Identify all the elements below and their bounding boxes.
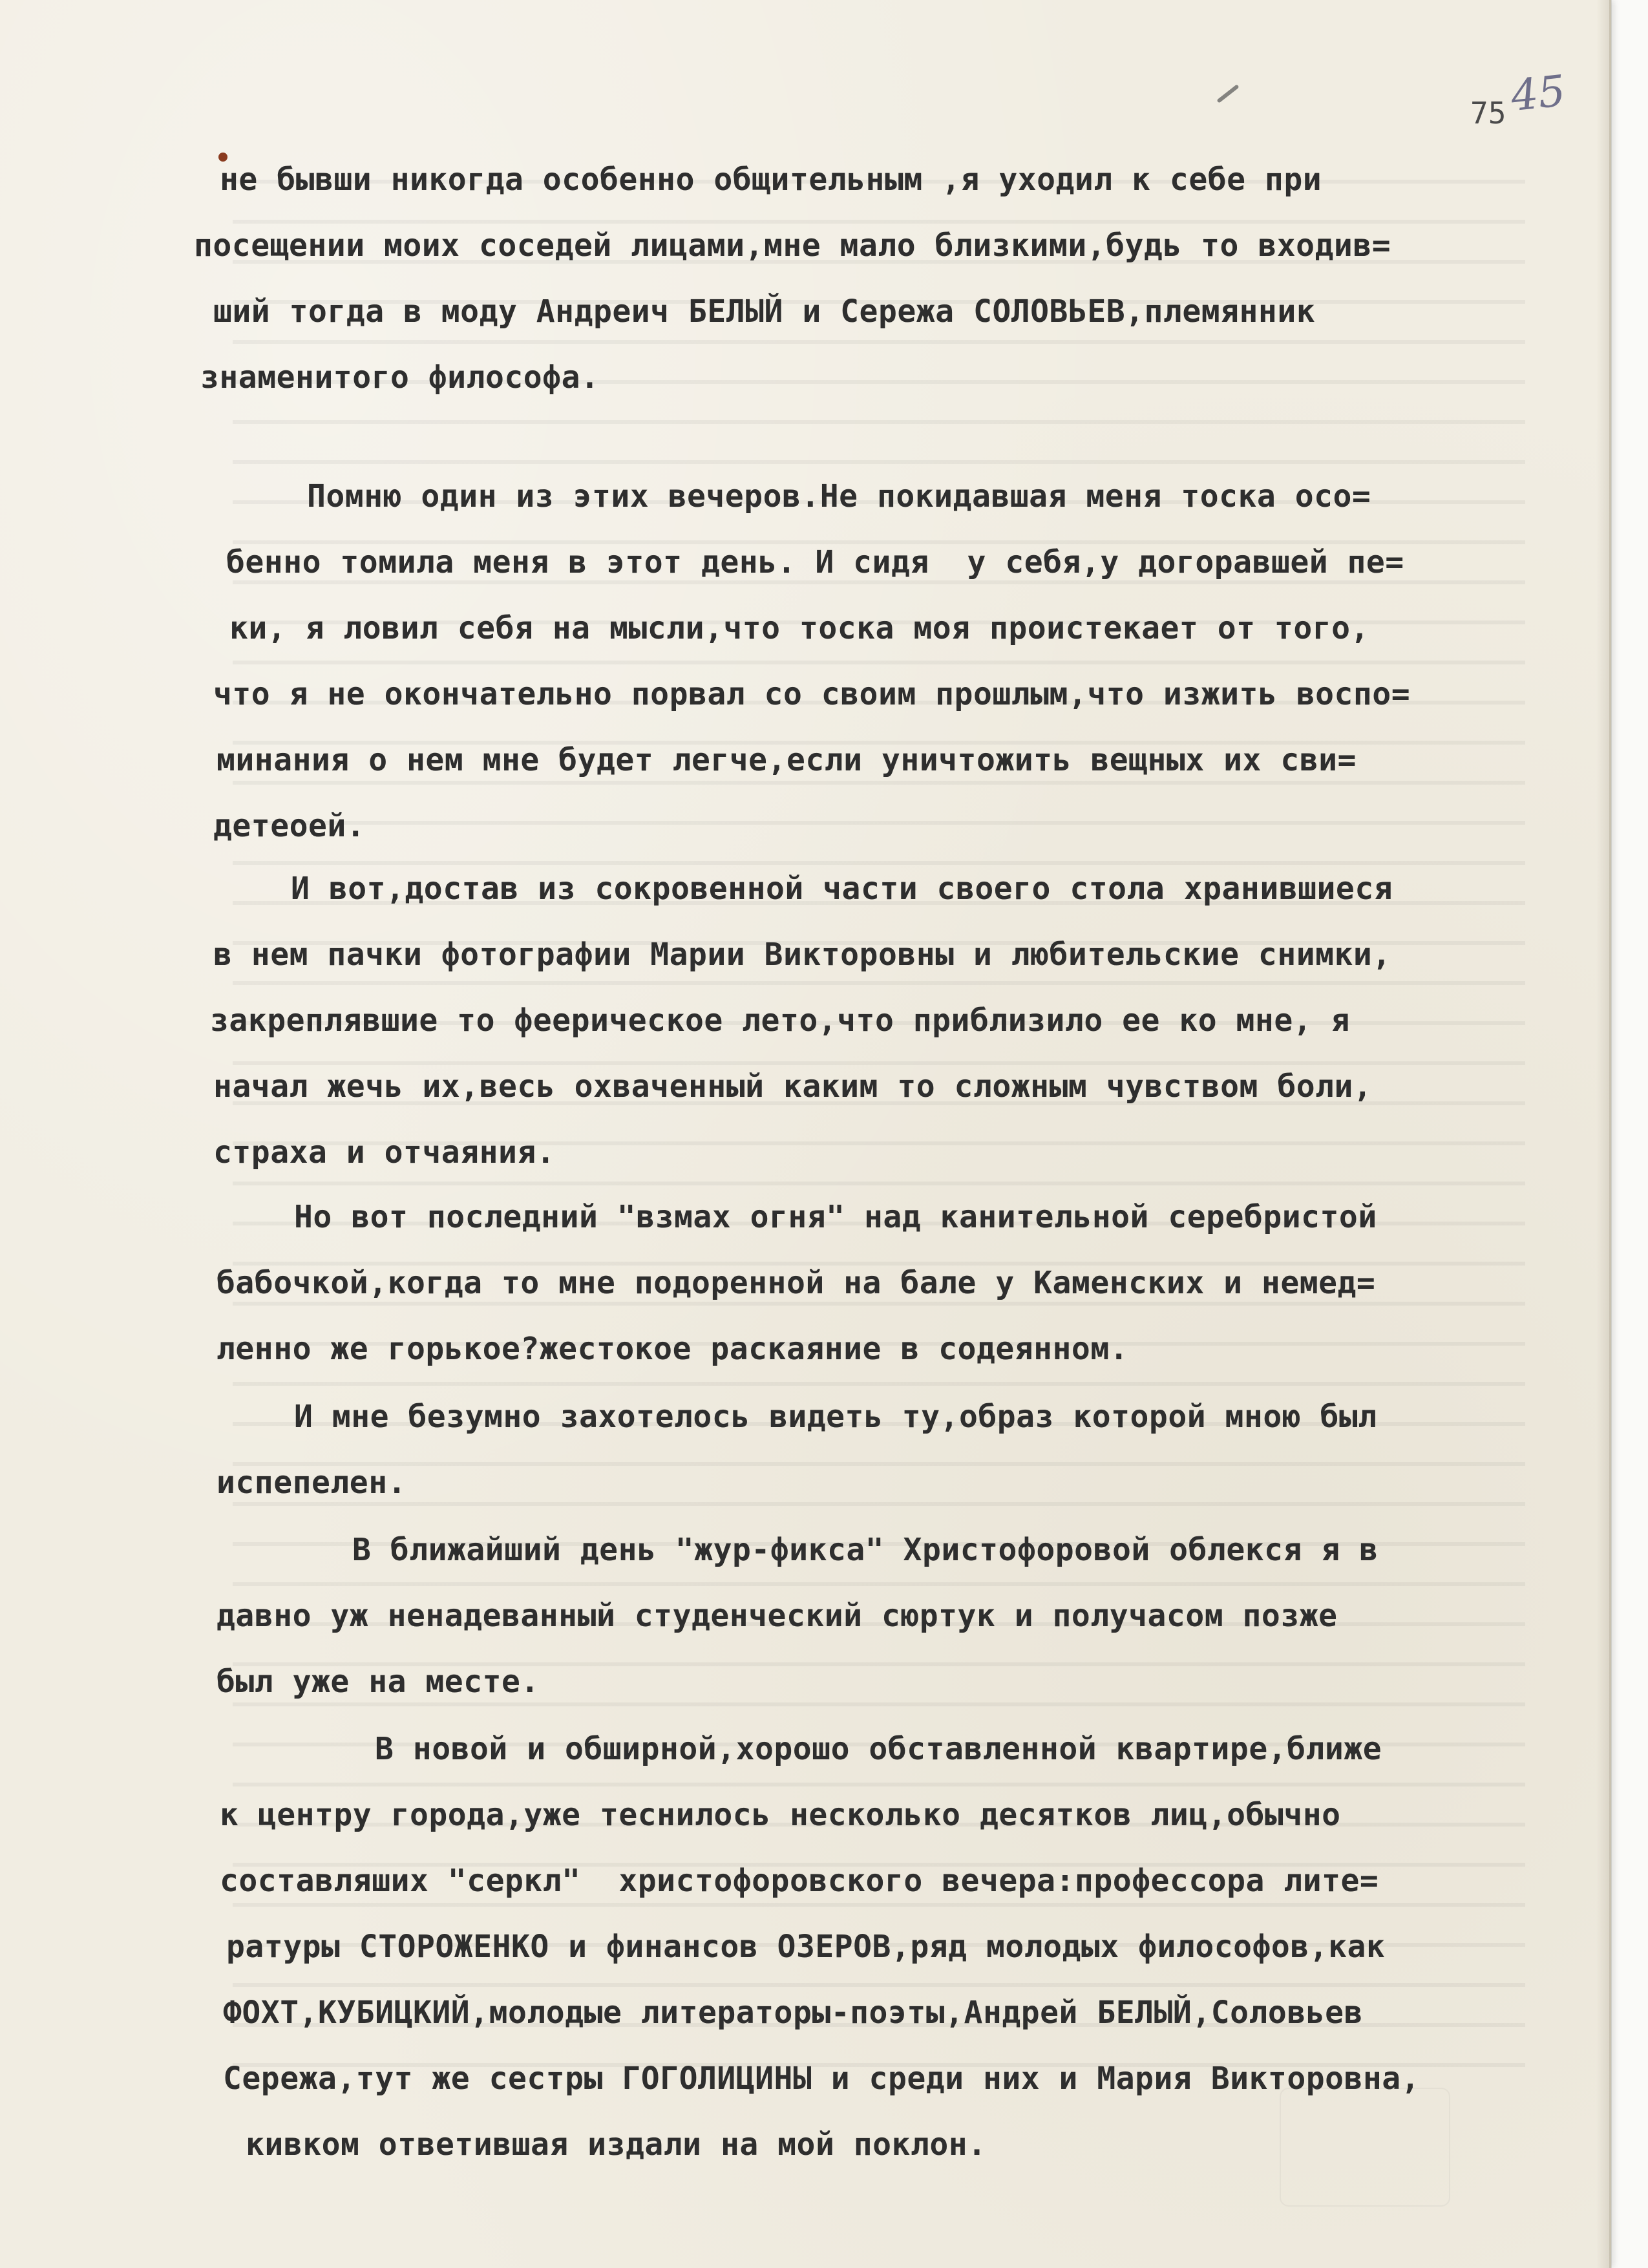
text-line: ленно же горькое?жестокое раскаяние в содеянном. (217, 1331, 1129, 1367)
text-line: минания о нем мне будет легче,если уничтожить вещных их сви= (217, 742, 1357, 778)
text-line: ки, я ловил себя на мысли,что тоска моя проистекает от того, (229, 610, 1369, 646)
page-edge-shadow (1596, 0, 1612, 2268)
text-line: испепелен. (217, 1465, 407, 1501)
text-line: бабочкой,когда то мне подоренной на бале у Каменских и немед= (217, 1265, 1376, 1301)
text-line: детеоей. (213, 808, 366, 844)
text-line: ший тогда в моду Андреич БЕЛЫЙ и Сережа СОЛОВЬЕВ,племянник (213, 293, 1316, 330)
archive-folio-number: 45 (1508, 65, 1568, 122)
text-line: Помню один из этих вечеров.Не покидавшая меня тоска осо= (307, 478, 1371, 514)
text-line: закреплявшие то феерическое лето,что приблизило ее ко мне, я (210, 1002, 1350, 1039)
text-line: Сережа,тут же сестры ГОГОЛИЦИНЫ и среди них и Мария Викторовна, (223, 2061, 1421, 2097)
text-line: И вот,достав из сокровенной части своего стола хранившиеся (291, 871, 1393, 907)
text-line: был уже на месте. (217, 1664, 540, 1700)
text-line: кивком ответившая издали на мой поклон. (246, 2126, 987, 2163)
text-line: посещении моих соседей лицами,мне мало близкими,будь то входив= (194, 228, 1391, 264)
text-line: бенно томила меня в этот день. И сидя у себя,у догоравшей пе= (226, 544, 1404, 580)
text-line: составляших "серкл" христофоровского вечера:профессора лите= (220, 1863, 1379, 1899)
text-line: ратуры СТОРОЖЕНКО и финансов ОЗЕРОВ,ряд молодых философов,как (226, 1929, 1386, 1965)
text-line: Но вот последний "взмах огня" над канительной серебристой (294, 1199, 1377, 1235)
text-line: ФОХТ,КУБИЦКИЙ,молодые литераторы-поэты,Андрей БЕЛЫЙ,Соловьев (223, 1995, 1363, 2031)
text-line: В ближайший день "жур-фикса" Христофоровой облекся я в (352, 1532, 1379, 1568)
text-line: В новой и обширной,хорошо обставленной квартире,ближе (375, 1731, 1382, 1767)
text-line: И мне безумно захотелось видеть ту,образ которой мною был (294, 1399, 1377, 1435)
text-line: начал жечь их,весь охваченный каким то сложным чувством боли, (213, 1068, 1373, 1105)
text-line: что я не окончательно порвал со своим прошлым,что изжить воспо= (213, 676, 1411, 712)
text-line: страха и отчаяния. (213, 1134, 556, 1171)
text-line: к центру города,уже теснилось несколько десятков лиц,обычно (220, 1797, 1341, 1833)
text-line: давно уж ненадеванный студенческий сюртук и получасом позже (217, 1598, 1338, 1634)
text-line: знаменитого философа. (200, 359, 600, 396)
page-number: 75 (1470, 96, 1506, 131)
ink-dot (218, 153, 227, 162)
text-line: в нем пачки фотографии Марии Викторовны и любительские снимки, (213, 937, 1391, 973)
text-line: не бывши никогда особенно общительным ,я уходил к себе при (220, 162, 1322, 198)
faint-stamp-impression (1280, 2088, 1450, 2207)
